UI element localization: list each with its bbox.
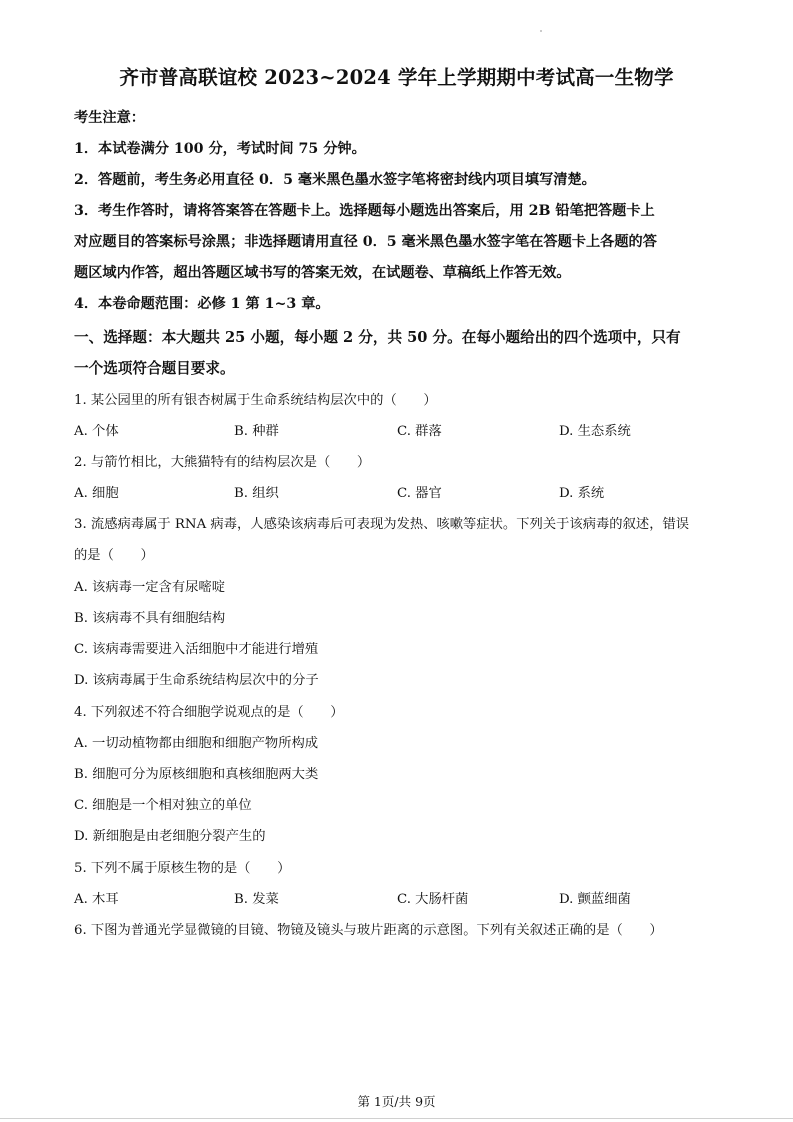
option-c: C. 大肠杆菌 (397, 892, 469, 907)
question-3-stem-continued: 的是（ ） (74, 548, 154, 563)
option-b: B. 该病毒不具有细胞结构 (74, 611, 226, 626)
question-5-stem: 5. 下列不属于原核生物的是（ ） (74, 861, 291, 876)
question-2-stem: 2. 与箭竹相比，大熊猫特有的结构层次是（ ） (74, 455, 371, 470)
candidate-notices (74, 103, 724, 320)
option-c: C. 器官 (397, 486, 442, 501)
option-d: D. 该病毒属于生命系统结构层次中的分子 (74, 673, 319, 688)
option-a: A. 木耳 (74, 892, 119, 907)
notice-item: 3．考生作答时，请将答案答在答题卡上。选择题每小题选出答案后，用 2B 铅笔把答题卡上 (74, 203, 655, 219)
option-d: D. 新细胞是由老细胞分裂产生的 (74, 829, 266, 844)
notice-item: 题区域内作答，超出答题区域书写的答案无效，在试题卷、草稿纸上作答无效。 (74, 265, 571, 281)
section-heading-line: 一、选择题：本大题共 25 小题，每小题 2 分，共 50 分。在每小题给出的四个选项中，只有 (74, 329, 681, 346)
bottom-divider (0, 1118, 793, 1119)
question-6-stem: 6. 下图为普通光学显微镜的目镜、物镜及镜头与玻片距离的示意图。下列有关叙述正确的是（ ） (74, 923, 663, 938)
option-c: C. 细胞是一个相对独立的单位 (74, 798, 252, 813)
option-a: A. 一切动植物都由细胞和细胞产物所构成 (74, 736, 319, 751)
section-heading-line: 一个选项符合题目要求。 (74, 360, 235, 377)
option-d: D. 颤蓝细菌 (559, 892, 631, 907)
section-heading (74, 322, 724, 384)
option-b: B. 细胞可分为原核细胞和真核细胞两大类 (74, 767, 319, 782)
option-b: B. 发菜 (234, 892, 279, 907)
option-c: C. 该病毒需要进入活细胞中才能进行增殖 (74, 642, 319, 657)
option-b: B. 种群 (234, 424, 279, 439)
option-a: A. 个体 (74, 424, 119, 439)
option-a: A. 细胞 (74, 486, 119, 501)
option-b: B. 组织 (234, 486, 279, 501)
option-a: A. 该病毒一定含有尿嘧啶 (74, 580, 226, 595)
notice-item: 2．答题前，考生务必用直径 0．5 毫米黑色墨水签字笔将密封线内项目填写清楚。 (74, 172, 596, 188)
option-c: C. 群落 (397, 424, 442, 439)
page-number: 第 1页/共 9页 (357, 1094, 436, 1109)
question-1-stem: 1. 某公园里的所有银杏树属于生命系统结构层次中的（ ） (74, 393, 437, 408)
notice-item: 对应题目的答案标号涂黑；非选择题请用直径 0．5 毫米黑色墨水签字笔在答题卡上各题的答 (74, 234, 657, 250)
option-d: D. 系统 (559, 486, 605, 501)
notice-item: 1．本试卷满分 100 分，考试时间 75 分钟。 (74, 141, 366, 157)
question-4-stem: 4. 下列叙述不符合细胞学说观点的是（ ） (74, 705, 344, 720)
notices-heading: 考生注意： (74, 110, 145, 126)
scan-speck (540, 30, 542, 32)
option-d: D. 生态系统 (559, 424, 631, 439)
exam-title: 齐市普高联谊校 2023~2024 学年上学期期中考试高一生物学 (119, 66, 674, 89)
notice-item: 4．本卷命题范围：必修 1 第 1~3 章。 (74, 296, 330, 312)
question-3-stem: 3. 流感病毒属于 RNA 病毒，人感染该病毒后可表现为发热、咳嗽等症状。下列关于该病毒的叙述，错误 (74, 517, 690, 532)
